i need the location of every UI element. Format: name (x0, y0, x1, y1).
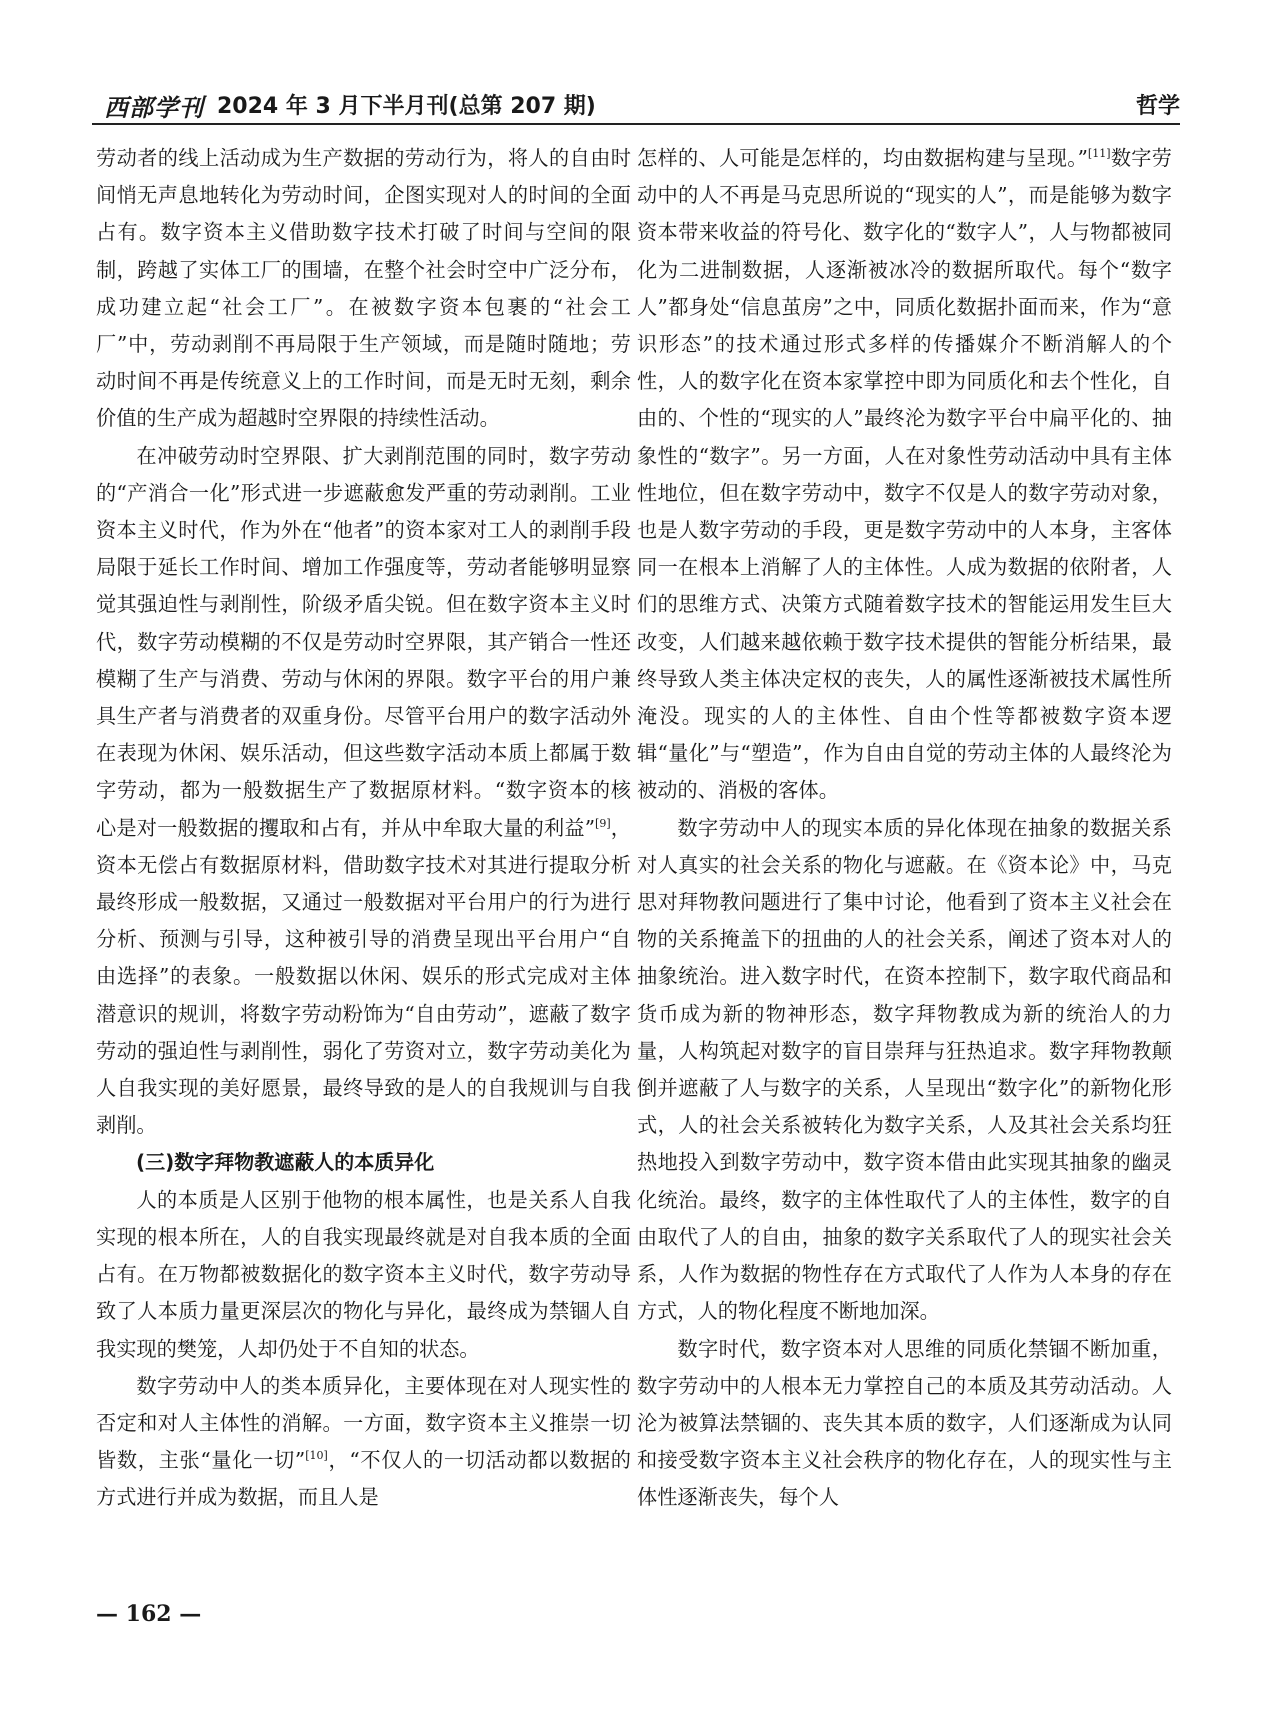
right-column (637, 140, 1172, 1580)
page-number: — 162 — (96, 1601, 202, 1627)
paragraph: 数字劳动中人的现实本质的异化体现在抽象的数据关系对人真实的社会关系的物化与遮蔽。在《资本论》中，马克思对拜物教问题进行了集中讨论，他看到了资本主义社会在物的关系掩盖下的扭曲的人的社会关系，阐述了资本对人的抽象统治。进入数字时代，在资本控制下，数字取代商品和货币成为新的物神形态，数字拜物教成为新的统治人的力量，人构筑起对数字的盲目崇拜与狂热追求。数字拜物教颠倒并遮蔽了人与数字的关系，人呈现出“数字化”的新物化形式，人的社会关系被转化为数字关系，人及其社会关系均狂热地投入到数字劳动中，数字资本借由此实现其抽象的幽灵化统治。最终，数字的主体性取代了人的主体性，数字的自由取代了人的自由，抽象的数字关系取代了人的现实社会关系，人作为数据的物性存在方式取代了人作为人本身的存在方式，人的物化程度不断地加深。 (637, 815, 1172, 1324)
section-label: 哲学 (1135, 94, 1180, 119)
journal-logo: 西部学刊 (104, 94, 204, 122)
citation-ref[interactable]: [9] (595, 816, 611, 830)
paragraph: 数字时代，数字资本对人思维的同质化禁锢不断加重，数字劳动中的人根本无力掌控自己的本质及其劳动活动。人沦为被算法禁锢的、丧失其本质的数字，人们逐渐成为认同和接受数字资本主义社会秩序的物化存在，人的现实性与主体性逐渐丧失，每个人 (637, 1336, 1172, 1510)
paragraph: 怎样的、人可能是怎样的，均由数据构建与呈现。”[11]数字劳动中的人不再是马克思所说的“现实的人”，而是能够为数字资本带来收益的符号化、数字化的“数字人”，人与物都被同化为二进制数据，人逐渐被冰冷的数据所取代。每个“数字人”都身处“信息茧房”之中，同质化数据扑面而来，作为“意识形态”的技术通过形式多样的传播媒介不断消解人的个性，人的数字化在资本家掌控中即为同质化和去个性化，自由的、个性的“现实的人”最终沦为数字平台中扁平化的、抽象性的“数字”。另一方面，人在对象性劳动活动中具有主体性地位，但在数字劳动中，数字不仅是人的数字劳动对象，也是人数字劳动的手段，更是数字劳动中的人本身，主客体同一在根本上消解了人的主体性。人成为数据的依附者，人们的思维方式、决策方式随着数字技术的智能运用发生巨大改变，人们越来越依赖于数字技术提供的智能分析结果，最终导致人类主体决定权的丧失，人的属性逐渐被技术属性所淹没。现实的人的主体性、自由个性等都被数字资本逻辑“量化”与“塑造”，作为自由自觉的劳动主体的人最终沦为被动的、消极的客体。 (637, 146, 1172, 803)
paragraph: 在冲破劳动时空界限、扩大剥削范围的同时，数字劳动的“产消合一化”形式进一步遮蔽愈发严重的劳动剥削。工业资本主义时代，作为外在“他者”的资本家对工人的剥削手段局限于延长工作时间、增加工作强度等，劳动者能够明显察觉其强迫性与剥削性，阶级矛盾尖锐。但在数字资本主义时代，数字劳动模糊的不仅是劳动时空界限，其产销合一性还模糊了生产与消费、劳动与休闲的界限。数字平台的用户兼具生产者与消费者的双重身份。尽管平台用户的数字活动外在表现为休闲、娱乐活动，但这些数字活动本质上都属于数字劳动，都为一般数据生产了数据原材料。“数字资本的核心是对一般数据的攫取和占有，并从中牟取大量的利益”[9]，资本无偿占有数据原材料，借助数字技术对其进行提取分析最终形成一般数据，又通过一般数据对平台用户的行为进行分析、预测与引导，这种被引导的消费呈现出平台用户“自由选择”的表象。一般数据以休闲、娱乐的形式完成对主体潜意识的规训，将数字劳动粉饰为“自由劳动”，遮蔽了数字劳动的强迫性与剥削性，弱化了劳资对立，数字劳动美化为人自我实现的美好愿景，最终导致的是人的自我规训与自我剥削。 (96, 443, 631, 1138)
paragraph: 人的本质是人区别于他物的根本属性，也是关系人自我实现的根本所在，人的自我实现最终就是对自我本质的全面占有。在万物都被数据化的数字资本主义时代，数字劳动导致了人本质力量更深层次的物化与异化，最终成为禁锢人自我实现的樊笼，人却仍处于不自知的状态。 (96, 1187, 631, 1361)
paragraph: 数字劳动中人的类本质异化，主要体现在对人现实性的否定和对人主体性的消解。一方面，数字资本主义推崇一切皆数，主张“量化一切”[10]，“不仅人的一切活动都以数据的方式进行并成为数据，而且人是 (96, 1373, 631, 1510)
citation-ref[interactable]: [10] (305, 1449, 328, 1463)
section-heading: (三)数字拜物教遮蔽人的本质异化 (136, 1150, 435, 1175)
header-rule (92, 123, 1180, 125)
paragraph: 劳动者的线上活动成为生产数据的劳动行为，将人的自由时间悄无声息地转化为劳动时间，企图实现对人的时间的全面占有。数字资本主义借助数字技术打破了时间与空间的限制，跨越了实体工厂的围墙，在整个社会时空中广泛分布，成功建立起“社会工厂”。在被数字资本包裹的“社会工厂”中，劳动剥削不再局限于生产领域，而是随时随地；劳动时间不再是传统意义上的工作时间，而是无时无刻，剩余价值的生产成为超越时空界限的持续性活动。 (96, 146, 631, 431)
issue-info: 2024 年 3 月下半月刊(总第 207 期) (217, 94, 596, 119)
running-header (92, 86, 1180, 120)
citation-ref[interactable]: [11] (1087, 147, 1111, 160)
left-column (96, 140, 631, 1580)
